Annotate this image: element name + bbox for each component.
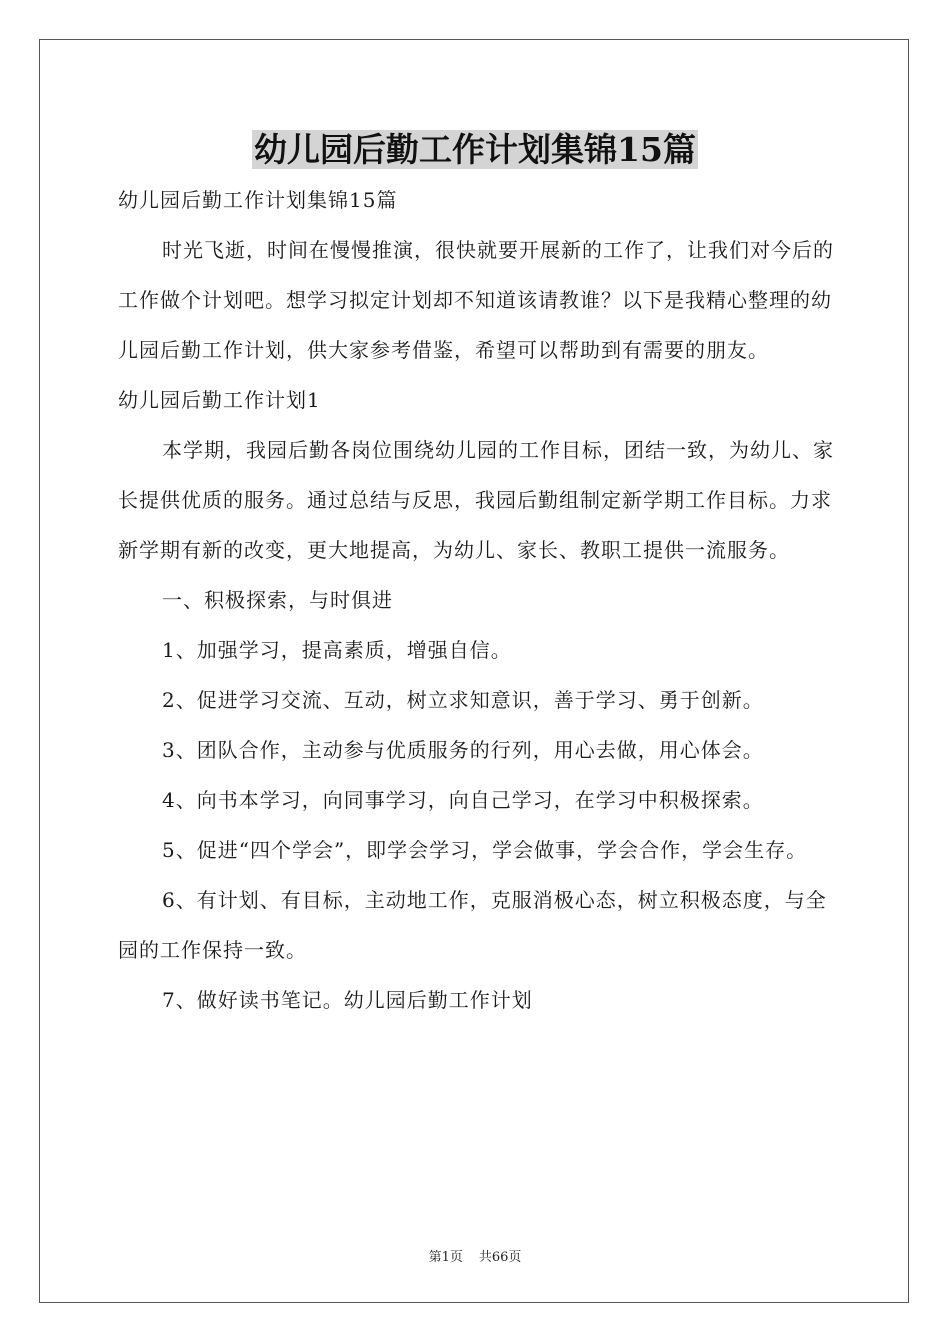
paragraph: 幼儿园后勤工作计划集锦15篇: [118, 188, 398, 212]
page-total: 共66页: [478, 1250, 522, 1265]
list-item: 4、向书本学习，向同事学习，向自己学习，在学习中积极探索。: [162, 788, 764, 812]
page-number: 第1页: [428, 1250, 463, 1265]
document-body: [118, 175, 834, 1025]
list-item: 5、促进“四个学会”，即学会学习，学会做事，学会合作，学会生存。: [162, 838, 808, 862]
list-item: 6、有计划、有目标，主动地工作，克服消极心态，树立积极态度，与全园的工作保持一致。: [118, 888, 827, 962]
section-heading: 幼儿园后勤工作计划1: [118, 388, 321, 412]
list-item: 1、加强学习，提高素质，增强自信。: [162, 638, 512, 662]
list-item: 2、促进学习交流、互动，树立求知意识，善于学习、勇于创新。: [162, 688, 764, 712]
document-title: [0, 128, 950, 172]
paragraph: 本学期，我园后勤各岗位围绕幼儿园的工作目标，团结一致，为幼儿、家长提供优质的服务。通过总结与反思，我园后勤组制定新学期工作目标。力求新学期有新的改变，更大地提高，为幼儿、家长、教职工提供一流服务。: [118, 438, 834, 562]
page-footer: [0, 1246, 950, 1265]
paragraph: 一、积极探索，与时俱进: [162, 588, 393, 612]
paragraph: 时光飞逝，时间在慢慢推演，很快就要开展新的工作了，让我们对今后的工作做个计划吧。想学习拟定计划却不知道该请教谁？以下是我精心整理的幼儿园后勤工作计划，供大家参考借鉴，希望可以帮助到有需要的朋友。: [118, 238, 834, 362]
document-title-text: 幼儿园后勤工作计划集锦15篇: [254, 130, 696, 169]
list-item: 3、团队合作，主动参与优质服务的行列，用心去做，用心体会。: [162, 738, 764, 762]
list-item: 7、做好读书笔记。幼儿园后勤工作计划: [162, 988, 533, 1012]
